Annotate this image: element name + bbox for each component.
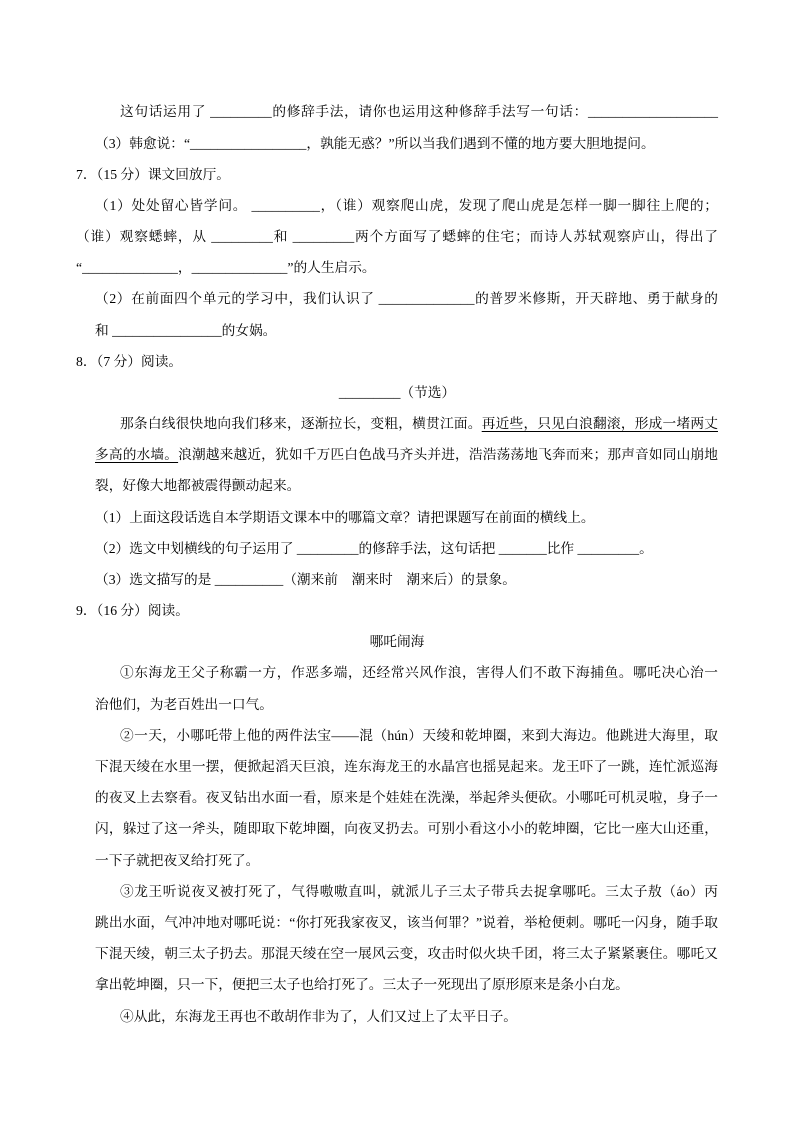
- q9-paragraph-2-line-3: 的夜叉上去察看。夜叉钻出水面一看，原来是个娃娃在洗澡，举起斧头便砍。小哪吒可机灵啦，身子一: [95, 790, 718, 805]
- q8-question-3: （3）选文描写的是 __________（潮来前 潮来时 潮来后）的景象。: [95, 572, 516, 587]
- q9-heading: 9．（16 分）阅读。: [76, 603, 189, 618]
- q8-passage-line-3: 裂，好像大地都被震得颤动起来。: [95, 478, 301, 493]
- passage-text: 浪潮越来越近，犹如千万匹白色战马齐头并进，浩浩荡荡地飞奔而来；那声音如同山崩地: [178, 447, 718, 462]
- q7-item-1-line-1: （1）处处留心皆学问。 __________，（谁）观察爬山虎，发现了爬山虎是怎样一脚一脚往上爬的；: [95, 198, 718, 213]
- underlined-sentence: 再近些，只见白浪翻滚，形成一堵两丈: [481, 416, 718, 431]
- q6-rhetoric-line: 这句话运用了 _________的修辞手法，请你也运用这种修辞手法写一句话：___________________: [120, 104, 718, 119]
- q9-paragraph-4-line-1: ④从此，东海龙王再也不敢胡作非为了，人们又过上了太平日子。: [120, 1009, 517, 1024]
- q7-item-2-line-1: （2）在前面四个单元的学习中，我们认识了 ______________的普罗米修斯，开天辟地、勇于献身的: [95, 291, 718, 306]
- q7-item-1-line-2: （谁）观察蟋蟀，从 _________和 _________两个方面写了蟋蟀的住宅；而诗人苏轼观察庐山，得出了: [76, 229, 718, 244]
- q9-paragraph-3-line-3: 下混天绫，朝三太子扔去。那混天绫在空一展风云变，攻击时似火块千团，将三太子紧紧裹住。哪吒又: [95, 946, 718, 961]
- q9-paragraph-2-line-4: 闪，躲过了这一斧头，随即取下乾坤圈，向夜叉扔去。可别小看这小小的乾坤圈，它比一座大山还重，: [95, 821, 718, 836]
- q9-paragraph-2-line-2: 下混天绫在水里一摆，便掀起滔天巨浪，连东海龙王的水晶宫也摇晃起来。龙王吓了一跳，连忙派巡海: [95, 759, 718, 774]
- q9-paragraph-3-line-4: 拿出乾坤圈，只一下，便把三太子也给打死了。三太子一死现出了原形原来是条小白龙。: [95, 977, 629, 992]
- q7-item-1-line-3: “______________，______________”的人生启示。: [76, 260, 376, 275]
- q7-heading: 7．（15 分）课文回放厅。: [76, 167, 230, 182]
- q9-title: 哪吒闹海: [369, 634, 425, 649]
- q8-question-2: （2）选文中划横线的句子运用了 _________的修辞手法，这句话把 _______比作 _________。: [95, 541, 653, 556]
- q8-question-1: （1）上面这段话选自本学期语文课本中的哪篇文章？请把课题写在前面的横线上。: [95, 510, 595, 525]
- q9-paragraph-3-line-2: 跳出水面，气冲冲地对哪吒说：“你打死我家夜叉，该当何罪？”说着，举枪便刺。哪吒一闪身，随手取: [95, 915, 718, 930]
- underlined-sentence: 多高的水墙。: [95, 447, 179, 462]
- q9-paragraph-2-line-1: ②一天，小哪吒带上他的两件法宝——混（hún）天绫和乾坤圈，来到大海边。他跳进大海里，取: [120, 728, 718, 743]
- q8-passage-title: _________（节选）: [338, 385, 456, 400]
- q7-item-2-line-2: 和 ________________的女娲。: [95, 323, 277, 338]
- q9-paragraph-1-line-1: ①东海龙王父子称霸一方，作恶多端，还经常兴风作浪，害得人们不敢下海捕鱼。哪吒决心治一: [120, 665, 718, 680]
- passage-text: 那条白线很快地向我们移来，逐渐拉长，变粗，横贯江面。: [120, 416, 482, 431]
- q8-passage-line-1: [120, 408, 718, 439]
- q8-passage-line-2: [95, 439, 718, 470]
- q9-paragraph-2-line-5: 一下子就把夜叉给打死了。: [95, 853, 260, 868]
- q9-paragraph-1-line-2: 治他们，为老百姓出一口气。: [95, 697, 273, 712]
- q8-heading: 8．（7 分）阅读。: [76, 354, 183, 369]
- q9-paragraph-3-line-1: ③龙王听说夜叉被打死了，气得嗷嗷直叫，就派儿子三太子带兵去捉拿哪吒。三太子敖（áo）丙: [120, 884, 718, 899]
- q6-item-3: （3）韩愈说：“_________________，孰能无惑？”所以当我们遇到不懂的地方要大胆地提问。: [95, 136, 655, 151]
